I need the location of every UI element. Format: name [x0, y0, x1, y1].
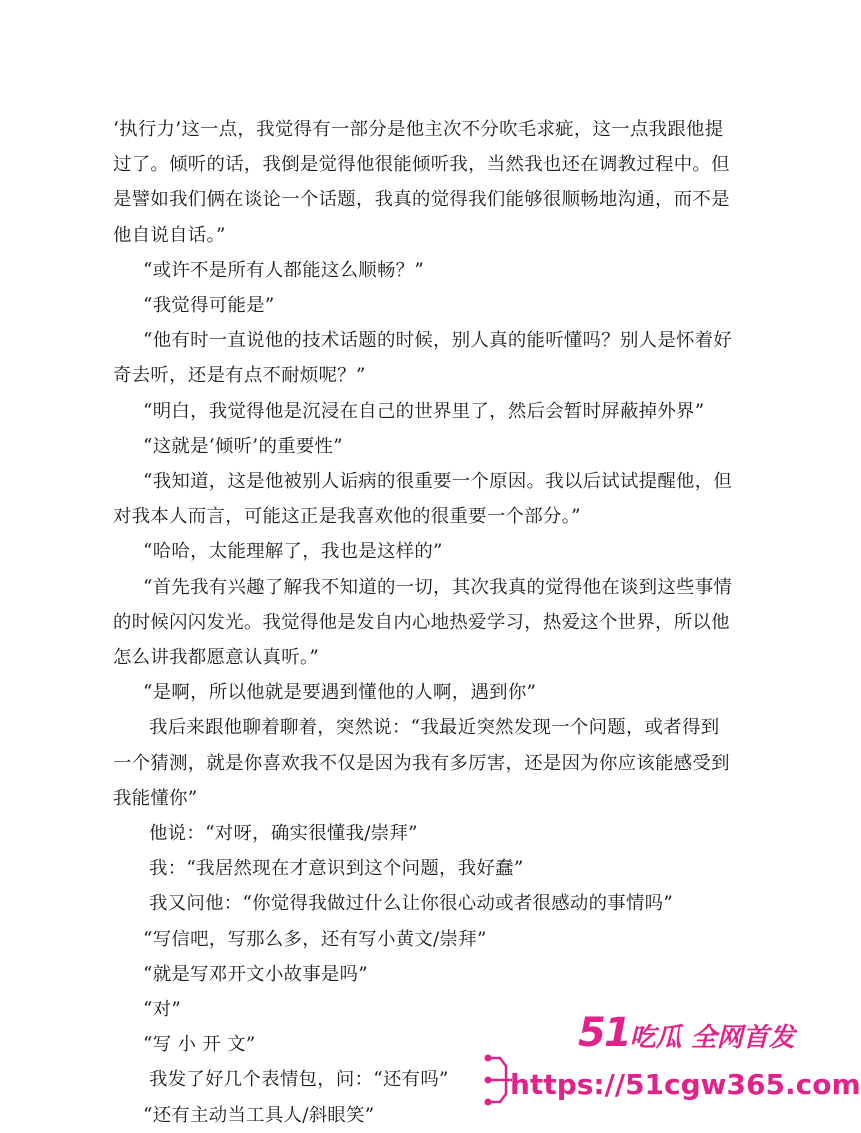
paragraph: “我知道，这是他被别人诟病的很重要一个原因。我以后试试提醒他，但对我本人而言，可能这正是我喜欢他的很重要一个部分。”	[113, 471, 733, 528]
paragraph: “是啊，所以他就是要遇到懂他的人啊，遇到你”	[143, 682, 537, 704]
paragraph: “我觉得可能是”	[143, 295, 275, 317]
watermark-logo	[578, 1010, 795, 1056]
paragraph: “他有时一直说他的技术话题的时候，别人真的能听懂吗？别人是怀着好奇去听，还是有点不耐烦呢？”	[113, 330, 733, 387]
paragraph: 他说：“对呀，确实很懂我/崇拜”	[149, 823, 418, 845]
paragraph: 我：“我居然现在才意识到这个问题，我好蠢”	[149, 858, 524, 880]
paragraph: 我又问他：“你觉得我做过什么让你很心动或者很感动的事情吗”	[149, 893, 674, 915]
paragraph: “首先我有兴趣了解我不知道的一切，其次我真的觉得他在谈到这些事情的时候闪闪发光。我觉得他是发自内心地热爱学习，热爱这个世界，所以他怎么讲我都愿意认真听。”	[113, 576, 733, 669]
paragraph: “这就是‘倾听’的重要性”	[143, 435, 343, 457]
paragraph: “或许不是所有人都能这么顺畅？”	[143, 259, 425, 281]
paragraph: “写 小 开 文”	[143, 1034, 256, 1056]
paragraph: 我后来跟他聊着聊着，突然说：“我最近突然发现一个问题，或者得到一个猜测，就是你喜欢我不仅是因为我有多厉害，还是因为你应该能感受到我能懂你”	[113, 717, 730, 809]
paragraph: “写信吧，写那么多，还有写小黄文/崇拜”	[143, 928, 487, 950]
paragraph: “明白，我觉得他是沉浸在自己的世界里了，然后会暂时屏蔽掉外界”	[143, 400, 705, 422]
paragraph: “还有主动当工具人/斜眼笑”	[143, 1104, 375, 1126]
watermark-logo-number: 51	[578, 1010, 630, 1056]
watermark-logo-text: 吃瓜 全网首发	[629, 1023, 795, 1053]
body-text	[113, 112, 735, 1133]
site-watermark	[482, 1010, 861, 1122]
paragraph: “就是写邓开文小故事是吗”	[143, 963, 369, 985]
paragraph: 我发了好几个表情包，问：“还有吗”	[149, 1069, 449, 1091]
paragraph: ‘执行力’这一点，我觉得有一部分是他主次不分吹毛求疵，这一点我跟他提过了。倾听的话，我倒是觉得他很能倾听我，当然我也还在调教过程中。但是譬如我们俩在谈论一个话题，我真的觉得我们能够很顺畅地沟通，而不是他自说自话。”	[113, 119, 730, 246]
paragraph: “哈哈，太能理解了，我也是这样的”	[143, 541, 443, 563]
watermark-url: https://51cgw365.com	[510, 1068, 861, 1101]
paragraph: “对”	[143, 999, 182, 1021]
